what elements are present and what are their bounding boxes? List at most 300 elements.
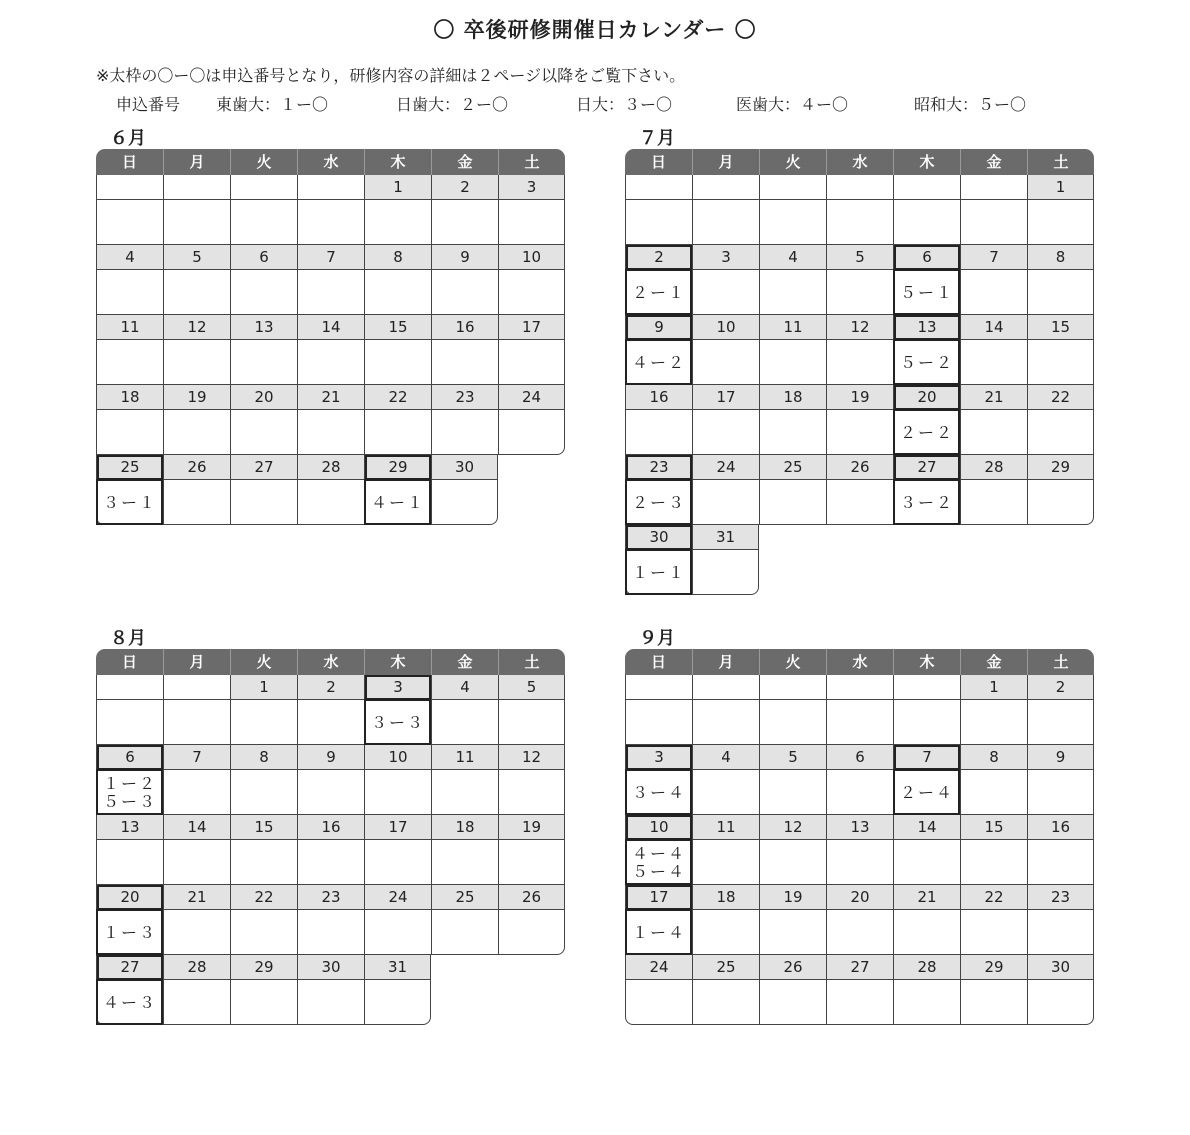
weekday-label: 水 [826,649,893,675]
day-cell [826,815,893,885]
application-code-legend [116,92,1116,114]
empty-cell [893,175,960,245]
day-cell [692,525,759,595]
day-cell [431,815,498,885]
day-cell [1027,815,1094,885]
day-number: 22 [961,885,1027,910]
day-number: 1 [231,675,297,700]
day-cell [893,385,960,455]
day-cell [1027,175,1094,245]
application-codes [97,980,163,1025]
day-cell [230,245,297,315]
day-number: 18 [432,815,498,840]
application-codes [626,910,692,955]
empty-cell [96,675,163,745]
day-cell [364,745,431,815]
empty-cell [826,175,893,245]
day-number [231,175,297,200]
weekday-label: 木 [893,149,960,175]
day-number: 11 [693,815,759,840]
day-number: 18 [97,385,163,410]
day-cell [163,315,230,385]
day-cell [960,885,1027,955]
day-number: 16 [1028,815,1093,840]
empty-cell [163,675,230,745]
day-cell [364,955,431,1025]
day-cell [1027,745,1094,815]
application-codes [626,270,692,315]
day-cell [230,815,297,885]
day-cell [364,815,431,885]
day-number: 7 [961,245,1027,270]
day-cell [893,815,960,885]
day-number [164,675,230,700]
day-cell [230,745,297,815]
day-number [97,175,163,200]
day-cell [1027,245,1094,315]
day-number: 7 [298,245,364,270]
day-number [164,175,230,200]
day-number: 16 [432,315,498,340]
day-cell [96,815,163,885]
day-cell [759,745,826,815]
empty-cell [297,175,364,245]
weekday-label: 木 [893,649,960,675]
weekday-label: 土 [1027,149,1094,175]
day-number: 25 [693,955,759,980]
day-number: 1 [961,675,1027,700]
day-cell [364,315,431,385]
month-label: ８月 [110,628,146,649]
day-cell [498,315,565,385]
day-number: 6 [827,745,893,770]
day-number [760,675,826,700]
application-codes [365,700,431,745]
day-cell [431,385,498,455]
day-cell [625,815,692,885]
day-number: 23 [626,455,692,480]
day-cell [893,885,960,955]
day-cell [96,245,163,315]
weekday-header [96,149,565,175]
day-number [827,675,893,700]
application-code: ４ー３ [102,992,157,1012]
day-number: 4 [693,745,759,770]
day-number: 5 [760,745,826,770]
day-number: 5 [827,245,893,270]
day-number [693,175,759,200]
day-number: 3 [499,175,564,200]
day-cell [96,385,163,455]
day-number: 20 [231,385,297,410]
day-number: 13 [231,315,297,340]
day-number: 27 [231,455,297,480]
day-cell [297,955,364,1025]
day-number: 13 [827,815,893,840]
day-cell [960,675,1027,745]
day-cell [498,815,565,885]
day-number: 24 [499,385,564,410]
day-cell [431,315,498,385]
day-cell [297,245,364,315]
application-code: ２ー２ [899,422,954,442]
weekday-label: 土 [498,649,565,675]
day-number: 15 [1028,315,1093,340]
day-number: 19 [827,385,893,410]
month-label: ９月 [639,628,675,649]
day-number: 29 [961,955,1027,980]
day-cell [498,175,565,245]
day-number: 1 [365,175,431,200]
weekday-label: 月 [163,649,230,675]
day-number: 4 [760,245,826,270]
day-number: 28 [961,455,1027,480]
day-number: 11 [760,315,826,340]
day-number: 15 [365,315,431,340]
day-number [626,175,692,200]
day-cell [364,885,431,955]
day-number: 10 [626,815,692,840]
day-number: 1 [1028,175,1093,200]
day-cell [960,455,1027,525]
application-codes [894,770,960,815]
empty-cell [163,175,230,245]
application-code: ３ー１ [102,492,157,512]
day-cell [893,955,960,1025]
application-code: １ー３ [102,922,157,942]
day-cell [759,455,826,525]
weekday-label: 木 [364,649,431,675]
day-cell [625,385,692,455]
day-number: 21 [894,885,960,910]
day-number: 4 [432,675,498,700]
day-number: 19 [164,385,230,410]
day-cell [1027,885,1094,955]
day-number: 8 [365,245,431,270]
day-cell [759,885,826,955]
day-number: 17 [365,815,431,840]
day-cell [297,455,364,525]
day-number: 2 [432,175,498,200]
day-number: 20 [827,885,893,910]
application-code: ５ー４ [631,861,686,881]
day-cell [826,315,893,385]
weekday-label: 金 [431,149,498,175]
day-number: 19 [499,815,564,840]
application-code: １ー４ [631,922,686,942]
day-number: 2 [626,245,692,270]
day-cell [297,885,364,955]
day-cell [96,315,163,385]
day-number: 14 [298,315,364,340]
day-cell [297,675,364,745]
day-cell [431,175,498,245]
day-number: 13 [97,815,163,840]
day-number: 18 [760,385,826,410]
application-code: ３ー３ [370,712,425,732]
day-number: 2 [298,675,364,700]
day-number: 9 [298,745,364,770]
day-number [97,675,163,700]
day-number: 10 [365,745,431,770]
day-number: 9 [626,315,692,340]
day-number: 22 [1028,385,1093,410]
day-number: 29 [365,455,431,480]
empty-cell [960,175,1027,245]
day-number: 30 [432,455,497,480]
weekday-label: 月 [692,649,759,675]
day-number: 5 [164,245,230,270]
day-cell [431,455,498,525]
application-code: １ー２ [102,773,157,793]
weekday-label: 金 [431,649,498,675]
day-cell [431,245,498,315]
day-cell [163,745,230,815]
day-cell [692,955,759,1025]
day-number: 24 [365,885,431,910]
day-cell [498,675,565,745]
day-number: 28 [164,955,230,980]
day-cell [893,455,960,525]
day-cell [692,455,759,525]
day-number: 25 [97,455,163,480]
day-number: 24 [693,455,759,480]
day-cell [692,745,759,815]
day-cell [893,315,960,385]
day-cell [826,245,893,315]
day-cell [625,525,692,595]
day-number: 10 [693,315,759,340]
day-cell [692,815,759,885]
day-cell [163,385,230,455]
day-number: 4 [97,245,163,270]
weekday-label: 火 [759,649,826,675]
day-cell [625,315,692,385]
day-cell [431,885,498,955]
day-number: 15 [961,815,1027,840]
day-cell [759,955,826,1025]
day-number [894,675,960,700]
day-cell [96,455,163,525]
day-number: 21 [164,885,230,910]
day-cell [692,385,759,455]
weekday-label: 火 [230,149,297,175]
application-codes [894,480,960,525]
day-cell [1027,385,1094,455]
day-number: 27 [894,455,960,480]
page-title: 〇 卒後研修開催日カレンダー 〇 [433,18,757,42]
code-ndu: 日歯大：２ー〇 [396,95,509,114]
empty-cell [692,675,759,745]
day-number: 12 [760,815,826,840]
day-number: 25 [760,455,826,480]
weekday-label: 金 [960,149,1027,175]
weekday-header [625,649,1094,675]
weekday-label: 月 [163,149,230,175]
day-number: 12 [164,315,230,340]
code-tdc: 東歯大：１ー〇 [216,95,329,114]
weekday-label: 木 [364,149,431,175]
day-cell [297,385,364,455]
day-cell [163,815,230,885]
day-number: 28 [894,955,960,980]
application-codes [626,340,692,385]
day-cell [1027,455,1094,525]
day-cell [960,245,1027,315]
application-codes [626,840,692,885]
empty-cell [230,175,297,245]
day-number: 31 [365,955,430,980]
day-cell [230,455,297,525]
application-code: ５ー１ [899,282,954,302]
day-number: 3 [365,675,431,700]
day-cell [826,955,893,1025]
application-codes [97,770,163,815]
empty-cell [893,675,960,745]
application-code: １ー１ [631,562,686,582]
day-cell [625,745,692,815]
weekday-label: 日 [121,153,137,171]
day-cell [960,955,1027,1025]
empty-cell [826,675,893,745]
application-codes [626,550,692,595]
day-cell [297,315,364,385]
weekday-label: 土 [498,149,565,175]
weekday-label: 水 [297,149,364,175]
day-number: 12 [827,315,893,340]
day-number: 6 [231,245,297,270]
day-cell [96,745,163,815]
note-text: ※太枠の〇ー〇は申込番号となり，研修内容の詳細は２ページ以降をご覧下さい。 [96,66,686,85]
day-number: 20 [894,385,960,410]
day-number: 23 [1028,885,1093,910]
day-cell [893,245,960,315]
day-cell [692,885,759,955]
day-number: 17 [693,385,759,410]
application-codes [97,480,163,525]
application-codes [894,270,960,315]
empty-cell [625,175,692,245]
application-code: ３ー４ [631,782,686,802]
day-number: 3 [626,745,692,770]
day-cell [826,455,893,525]
day-cell [960,815,1027,885]
day-number: 3 [693,245,759,270]
day-cell [364,245,431,315]
day-number: 19 [760,885,826,910]
application-code: ５ー２ [899,352,954,372]
day-number: 12 [499,745,564,770]
day-number: 27 [97,955,163,980]
empty-cell [759,675,826,745]
day-number: 7 [894,745,960,770]
day-number: 27 [827,955,893,980]
day-number: 11 [432,745,498,770]
day-cell [96,955,163,1025]
day-cell [893,745,960,815]
day-cell [163,245,230,315]
day-cell [625,955,692,1025]
day-number [693,675,759,700]
day-number: 26 [499,885,564,910]
day-cell [759,385,826,455]
application-codes [626,480,692,525]
day-number: 26 [827,455,893,480]
day-cell [826,745,893,815]
weekday-label: 火 [230,649,297,675]
day-number: 7 [164,745,230,770]
day-cell [230,675,297,745]
day-number: 14 [164,815,230,840]
day-number: 15 [231,815,297,840]
day-number: 26 [760,955,826,980]
day-cell [1027,675,1094,745]
application-code: ２ー４ [899,782,954,802]
day-cell [759,315,826,385]
day-number: 9 [432,245,498,270]
day-cell [498,885,565,955]
day-cell [230,885,297,955]
day-cell [625,885,692,955]
day-cell [960,745,1027,815]
application-code: ２ー１ [631,282,686,302]
application-code: ３ー２ [899,492,954,512]
day-number: 21 [961,385,1027,410]
day-cell [759,815,826,885]
day-cell [960,315,1027,385]
weekday-label: 月 [692,149,759,175]
weekday-label: 土 [1027,649,1094,675]
day-cell [625,245,692,315]
day-number: 25 [432,885,498,910]
application-codes [97,910,163,955]
day-number [760,175,826,200]
day-cell [498,745,565,815]
day-number: 28 [298,455,364,480]
empty-cell [625,675,692,745]
weekday-label: 日 [650,653,666,671]
day-number: 22 [365,385,431,410]
day-cell [759,245,826,315]
day-number: 2 [1028,675,1093,700]
day-number [894,175,960,200]
weekday-label: 火 [759,149,826,175]
day-cell [826,385,893,455]
day-number: 18 [693,885,759,910]
empty-cell [692,175,759,245]
weekday-header [96,649,565,675]
day-cell [230,955,297,1025]
application-code: ５ー３ [102,791,157,811]
day-cell [163,955,230,1025]
day-cell [431,675,498,745]
weekday-label: 日 [121,653,137,671]
day-number: 6 [97,745,163,770]
application-codes [894,410,960,455]
day-cell [431,745,498,815]
day-number: 26 [164,455,230,480]
empty-cell [96,175,163,245]
day-number: 9 [1028,745,1093,770]
day-number: 8 [231,745,297,770]
day-cell [692,245,759,315]
day-number: 24 [626,955,692,980]
day-number: 8 [961,745,1027,770]
day-number: 14 [894,815,960,840]
day-cell [1027,955,1094,1025]
month-label: ６月 [110,128,146,149]
day-cell [826,885,893,955]
